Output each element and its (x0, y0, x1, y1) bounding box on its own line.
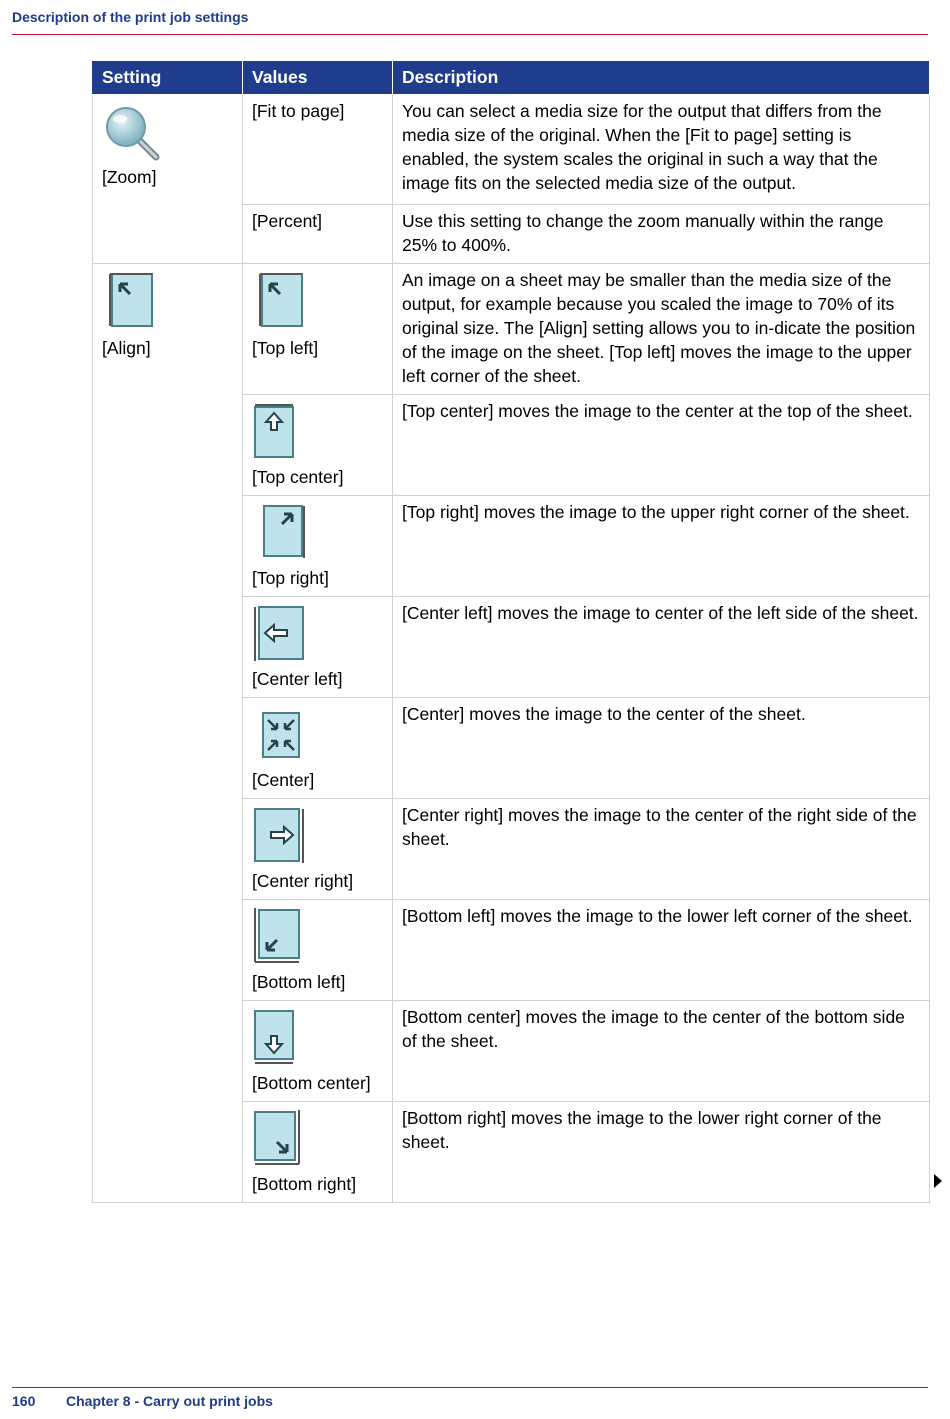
setting-label-align: [Align] (102, 338, 151, 358)
value-label: [Fit to page] (252, 101, 345, 121)
description-cell (393, 900, 930, 1001)
align-top-left-icon (258, 272, 383, 328)
description-text: An image on a sheet may be smaller than the media size of the output, for example because you scaled the image to 70% of its original size. The [Align] setting allows you to in-dicate the position of the image on the sheet. [Top left] moves the image to the upper left corner of the sheet. (402, 270, 916, 386)
align-bottom-right-icon (253, 1110, 383, 1166)
align-center-right-icon (253, 807, 383, 863)
column-header-description: Description (393, 61, 930, 95)
description-cell (393, 95, 930, 205)
value-label: [Bottom right] (252, 1174, 357, 1194)
description-cell (393, 205, 930, 264)
chapter-title: Chapter 8 - Carry out print jobs (66, 1393, 273, 1409)
description-text: [Top center] moves the image to the center at the top of the sheet. (402, 401, 913, 421)
description-text: Use this setting to change the zoom manually within the range 25% to 400%. (402, 211, 884, 255)
align-bottom-center-icon (253, 1009, 383, 1065)
description-text: [Bottom center] moves the image to the center of the bottom side of the sheet. (402, 1007, 905, 1051)
table-row (93, 264, 930, 395)
setting-cell-zoom (93, 95, 243, 264)
settings-table (92, 60, 930, 1203)
description-cell (393, 1102, 930, 1203)
value-cell (243, 1001, 393, 1102)
value-label: [Top right] (252, 568, 329, 588)
description-cell (393, 496, 930, 597)
value-label: [Percent] (252, 211, 323, 231)
align-top-left-icon (108, 272, 233, 328)
align-center-left-icon (253, 605, 383, 661)
value-cell (243, 496, 393, 597)
description-cell (393, 597, 930, 698)
value-label: [Top center] (252, 467, 344, 487)
value-cell (243, 264, 393, 395)
description-text: [Bottom left] moves the image to the lower left corner of the sheet. (402, 906, 913, 926)
column-header-values: Values (243, 61, 393, 95)
page-header-title: Description of the print job settings (12, 9, 249, 25)
table-row (93, 95, 930, 205)
value-label: [Top left] (252, 338, 319, 358)
description-cell (393, 698, 930, 799)
align-top-center-icon (253, 403, 383, 459)
description-cell (393, 264, 930, 395)
magnifier-icon (104, 105, 233, 163)
value-label: [Center left] (252, 669, 343, 689)
description-text: You can select a media size for the output that differs from the media size of the original. When the [Fit to page] setting is enabled, the system scales the original in such a way that the image fits on the selected media size of the output. (402, 101, 882, 193)
description-text: [Center right] moves the image to the center of the right side of the sheet. (402, 805, 917, 849)
setting-cell-align (93, 264, 243, 1203)
value-cell (243, 900, 393, 1001)
value-label: [Center] (252, 770, 315, 790)
value-cell (243, 799, 393, 900)
description-text: [Top right] moves the image to the upper right corner of the sheet. (402, 502, 910, 522)
column-header-setting: Setting (93, 61, 243, 95)
align-bottom-left-icon (253, 908, 383, 964)
value-cell (243, 95, 393, 205)
header-divider (12, 34, 928, 35)
value-cell (243, 698, 393, 799)
continue-arrow-icon (934, 1174, 942, 1188)
description-cell (393, 395, 930, 496)
description-cell (393, 1001, 930, 1102)
description-cell (393, 799, 930, 900)
value-label: [Bottom left] (252, 972, 346, 992)
align-top-right-icon (262, 504, 383, 560)
value-label: [Center right] (252, 871, 354, 891)
setting-label-zoom: [Zoom] (102, 167, 157, 187)
footer-divider (12, 1387, 928, 1388)
align-center-icon (262, 712, 383, 758)
table-header-row (93, 61, 930, 95)
value-cell (243, 597, 393, 698)
page-number: 160 (12, 1393, 36, 1409)
value-label: [Bottom center] (252, 1073, 371, 1093)
description-text: [Bottom right] moves the image to the lower right corner of the sheet. (402, 1108, 882, 1152)
value-cell (243, 205, 393, 264)
description-text: [Center] moves the image to the center of the sheet. (402, 704, 806, 724)
description-text: [Center left] moves the image to center of the left side of the sheet. (402, 603, 919, 623)
value-cell (243, 395, 393, 496)
value-cell (243, 1102, 393, 1203)
